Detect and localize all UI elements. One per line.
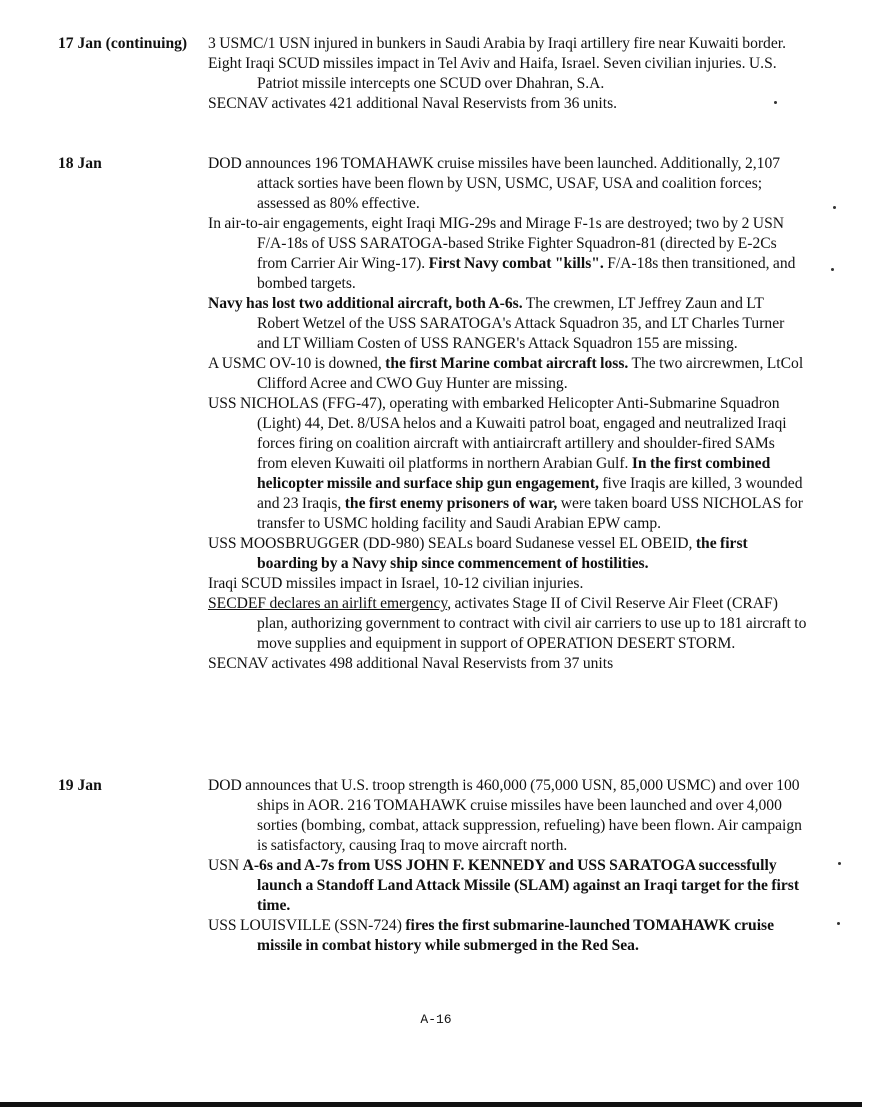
entry-text: SECNAV activates 421 additional Naval Reservists from 36 units. bbox=[208, 95, 618, 112]
entry-text: The two aircrewmen, LtCol Clifford Acree and CWO Guy Hunter are missing. bbox=[257, 355, 804, 392]
section-date: 18 Jan bbox=[58, 155, 102, 172]
entry-text: A USMC OV-10 is downed, bbox=[208, 355, 386, 372]
entry-text: DOD announces 196 TOMAHAWK cruise missiles have been launched. Additionally, 2,107 attack sorties have been flown by USN, USMC, USAF, USA and coalition forces; assessed as 80% effective. bbox=[208, 155, 781, 212]
emphasized-text: the first boarding by a Navy ship since commencement of hostilities. bbox=[257, 535, 748, 572]
scan-speck bbox=[837, 922, 840, 925]
entry-text: USN bbox=[208, 857, 243, 874]
scan-speck bbox=[831, 268, 834, 271]
section-entries bbox=[208, 154, 808, 674]
emphasized-text: the first Marine combat aircraft loss. bbox=[385, 355, 629, 372]
emphasized-text: In the first combined helicopter missile and surface ship gun engagement, bbox=[257, 455, 771, 492]
section-entries bbox=[208, 776, 808, 956]
chronology-entry bbox=[208, 154, 808, 214]
entry-text: Iraqi SCUD missiles impact in Israel, 10-12 civilian injuries. bbox=[208, 575, 584, 592]
chronology-entry bbox=[208, 214, 808, 294]
entry-text: SECNAV activates 498 additional Naval Reservists from 37 units bbox=[208, 655, 614, 672]
entry-text: Eight Iraqi SCUD missiles impact in Tel Aviv and Haifa, Israel. Seven civilian injuries. U.S. Patriot missile intercepts one SCUD over Dhahran, S.A. bbox=[208, 55, 777, 92]
scan-speck bbox=[833, 206, 836, 209]
chronology-entry bbox=[208, 574, 808, 594]
scan-speck bbox=[838, 862, 841, 865]
section-entries bbox=[208, 34, 808, 114]
emphasized-text: fires the first submarine-launched TOMAHAWK cruise missile in combat history while submerged in the Red Sea. bbox=[257, 917, 775, 954]
entry-text: USS NICHOLAS (FFG-47), operating with embarked Helicopter Anti-Submarine Squadron (Light) 44, Det. 8/USA helos and a Kuwaiti patrol boat, engaged and neutralized Iraqi forces firing on coalition aircraft with antiaircraft artillery and shoulder-fired SAMs from eleven Kuwaiti oil platforms in northern Arabian Gulf. bbox=[208, 395, 787, 472]
entry-text: 3 USMC/1 USN injured in bunkers in Saudi Arabia by Iraqi artillery fire near Kuwaiti border. bbox=[208, 35, 787, 52]
entry-text: USS LOUISVILLE (SSN-724) bbox=[208, 917, 406, 934]
chronology-entry bbox=[208, 594, 808, 654]
chronology-entry bbox=[208, 534, 808, 574]
chronology-entry bbox=[208, 34, 808, 54]
entry-text: , activates Stage II of Civil Reserve Air Fleet (CRAF) plan, authorizing government to contract with civil air carriers to use up to 181 aircraft to move supplies and equipment in support of OPERATION DESERT STORM. bbox=[257, 595, 807, 652]
entry-text: F/A-18s then transitioned, and bombed targets. bbox=[257, 255, 796, 292]
entry-text: The crewmen, LT Jeffrey Zaun and LT Robert Wetzel of the USS SARATOGA's Attack Squadron 35, and LT Charles Turner and LT William Costen of USS RANGER's Attack Squadron 155 are missing. bbox=[257, 295, 785, 352]
emphasized-text: Navy has lost two additional aircraft, both A-6s. bbox=[208, 295, 523, 312]
emphasized-text: A-6s and A-7s from USS JOHN F. KENNEDY and USS SARATOGA successfully launch a Standoff Land Attack Missile (SLAM) against an Iraqi target for the first time. bbox=[242, 857, 800, 914]
chronology-entry bbox=[208, 354, 808, 394]
scan-speck bbox=[774, 101, 777, 104]
entry-text: DOD announces that U.S. troop strength is 460,000 (75,000 USN, 85,000 USMC) and over 100 ships in AOR. 216 TOMAHAWK cruise missiles have been launched and over 4,000 sorties (bombing, combat, attack suppression, refueling) have been flown. Air campaign is satisfactory, causing Iraq to move aircraft north. bbox=[208, 777, 802, 854]
section-date: 19 Jan bbox=[58, 777, 102, 794]
chronology-entry bbox=[208, 916, 808, 956]
chronology-entry bbox=[208, 654, 808, 674]
chronology-entry bbox=[208, 54, 808, 94]
entry-text: five Iraqis are killed, 3 wounded and 23 Iraqis, bbox=[257, 475, 803, 512]
chronology-entry bbox=[208, 94, 808, 114]
underlined-text: SECDEF declares an airlift emergency bbox=[208, 595, 448, 612]
chronology-entry bbox=[208, 776, 808, 856]
entry-text: In air-to-air engagements, eight Iraqi MIG-29s and Mirage F-1s are destroyed; two by 2 USN F/A-18s of USS SARATOGA-based Strike Fighter Squadron-81 (directed by E-2Cs from Carrier Air Wing-17). bbox=[208, 215, 784, 272]
entry-text: USS MOOSBRUGGER (DD-980) SEALs board Sudanese vessel EL OBEID, bbox=[208, 535, 696, 552]
footer-rule bbox=[0, 1102, 862, 1107]
emphasized-text: the first enemy prisoners of war, bbox=[344, 495, 558, 512]
emphasized-text: First Navy combat "kills". bbox=[428, 255, 604, 272]
section-date: 17 Jan (continuing) bbox=[58, 35, 188, 52]
page-number: A-16 bbox=[420, 1012, 452, 1027]
chronology-entry bbox=[208, 856, 808, 916]
entry-text: were taken board USS NICHOLAS for transfer to USMC holding facility and Saudi Arabian EPW camp. bbox=[257, 495, 803, 532]
chronology-entry bbox=[208, 394, 808, 534]
chronology-entry bbox=[208, 294, 808, 354]
